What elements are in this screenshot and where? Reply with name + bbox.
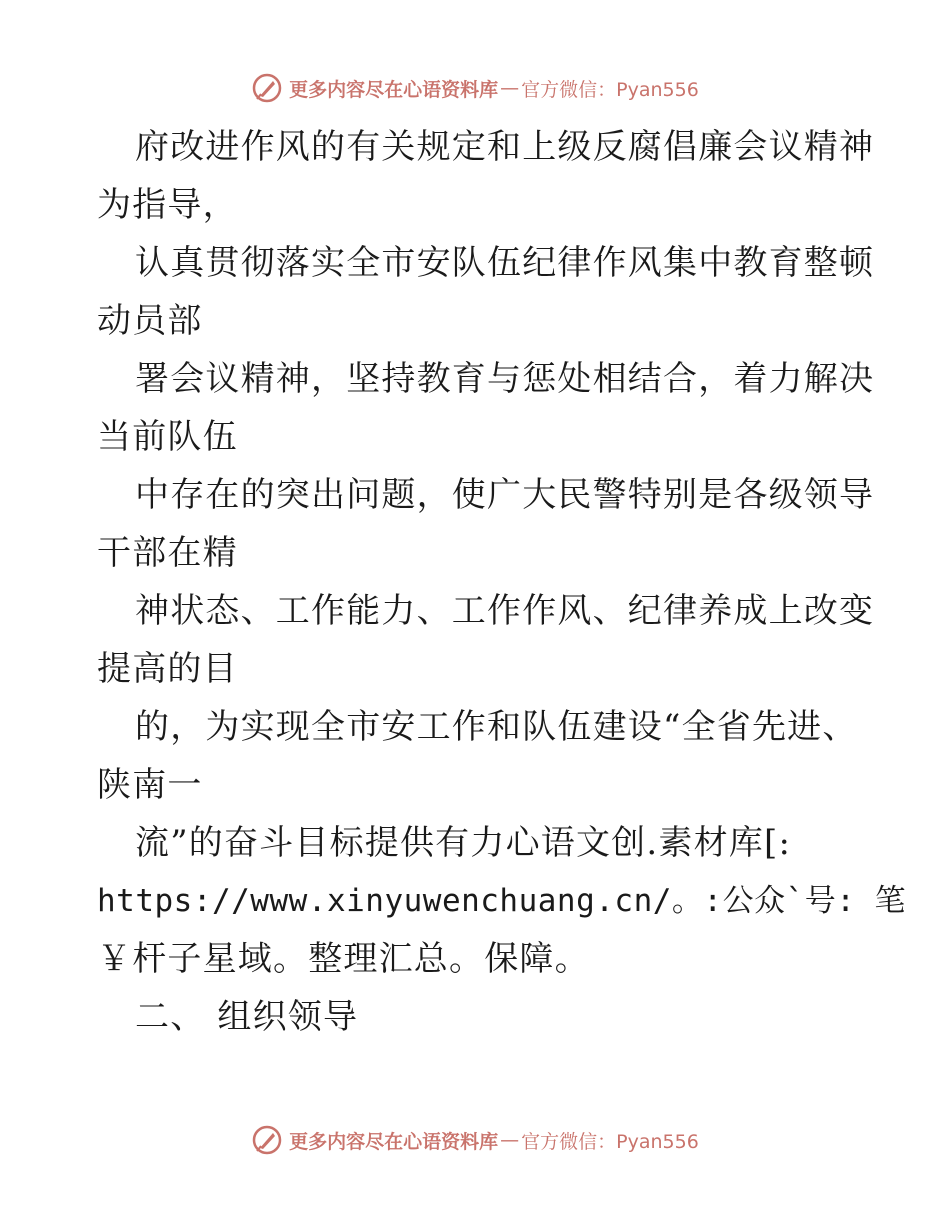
body-line: 中存在的突出问题，使广大民警特别是各级领导 bbox=[135, 475, 875, 515]
body-line: 动员部 bbox=[97, 301, 203, 341]
body-line: 陕南一 bbox=[97, 765, 203, 805]
body-line: 当前队伍 bbox=[97, 417, 238, 457]
body-line: 神状态、工作能力、工作作风、纪律养成上改变 bbox=[135, 591, 875, 631]
watermark-brand-text: 更多内容尽在心语资料库 bbox=[289, 1130, 499, 1153]
body-line: 的，为实现全市安工作和队伍建设“全省先进、 bbox=[135, 707, 858, 747]
body-line: 为指导， bbox=[97, 185, 238, 225]
body-line-url: https://www.xinyuwenchuang.cn/。:公众`号: 笔 bbox=[97, 883, 907, 919]
section-heading: 二、 组织领导 bbox=[135, 997, 359, 1037]
watermark-separator: — bbox=[500, 1129, 520, 1151]
body-line: 府改进作风的有关规定和上级反腐倡廉会议精神 bbox=[135, 127, 875, 167]
body-line: 提高的目 bbox=[97, 649, 238, 689]
body-line: ￥杆子星域。整理汇总。保障。 bbox=[97, 939, 590, 979]
body-line: 流”的奋斗目标提供有力心语文创.素材库[: bbox=[135, 823, 792, 863]
watermark-separator: — bbox=[500, 77, 520, 99]
footer-watermark bbox=[0, 1124, 950, 1156]
body-line: 干部在精 bbox=[97, 533, 238, 573]
body-line: 署会议精神，坚持教育与惩处相结合，着力解决 bbox=[135, 359, 875, 399]
header-watermark bbox=[0, 72, 950, 104]
quill-logo-icon bbox=[251, 72, 283, 104]
watermark-contact-text: 官方微信：Pyan556 bbox=[521, 1130, 699, 1153]
quill-logo-icon bbox=[251, 1124, 283, 1156]
watermark-contact-text: 官方微信：Pyan556 bbox=[521, 78, 699, 101]
watermark-brand-text: 更多内容尽在心语资料库 bbox=[289, 78, 499, 101]
body-line: 认真贯彻落实全市安队伍纪律作风集中教育整顿 bbox=[135, 243, 875, 283]
document-body bbox=[97, 118, 907, 1046]
